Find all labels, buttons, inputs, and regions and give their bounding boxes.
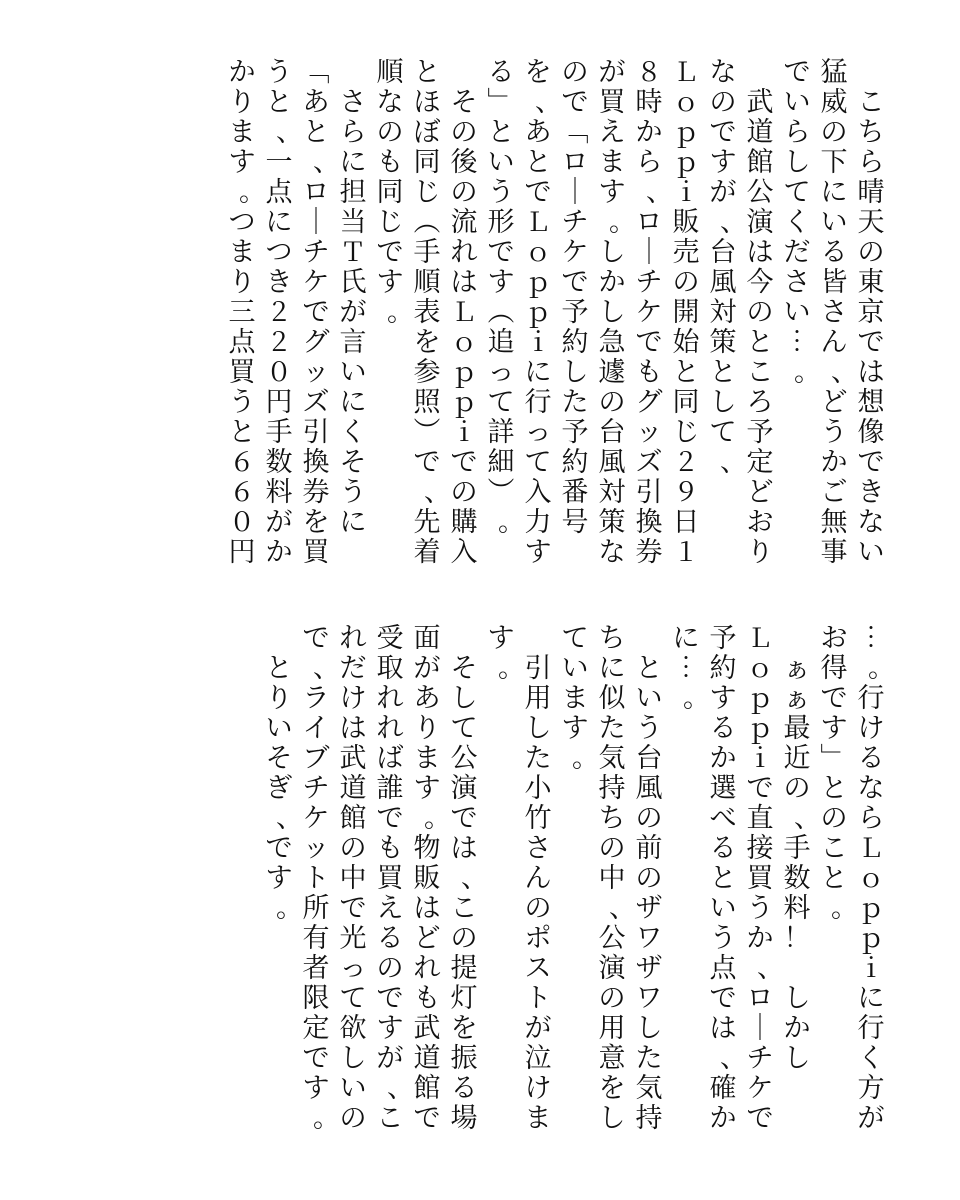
text-column: で 、 ラ イ ブ チ ケ ッ ト 所 有 者 限 定 で す 。 <box>302 623 340 1134</box>
text-column: れ だ け は 武 道 館 の 中 で 光 っ て 欲 し い の <box>339 623 367 1134</box>
text-column: が 買 え ま す 。 し か し 急 遽 の 台 風 対 策 な <box>598 57 636 568</box>
text-column: す 。 <box>487 623 525 684</box>
text-column: ﹁ あ と 、 ロ ｜ チ ケ で グ ッ ズ 引 換 券 を 買 <box>302 57 340 568</box>
text-column: ち に 似 た 気 持 ち の 中 、 公 演 の 用 意 を し <box>598 623 636 1134</box>
text-column: 猛 威 の 下 に い る 皆 さ ん 、 ど う か ご 無 事 <box>820 57 858 568</box>
text-column: さ ら に 担 当 Ｔ 氏 が 言 い に く そ う に <box>339 87 367 538</box>
text-column: ぁ ぁ 最 近 の 、 手 数 料 ！ し か し <box>783 653 821 1074</box>
text-column: 順 な の も 同 じ で す 。 <box>376 57 414 328</box>
text-block-bottom <box>72 623 895 1144</box>
text-column: Ｌ ｏ ｐ ｐ ｉ 販 売 の 開 始 と 同 じ ２ ９ 日 １ <box>672 58 700 568</box>
text-column: の で ﹁ ロ ｜ チ ケ で 予 約 し た 予 約 番 号 <box>561 57 589 538</box>
text-column: 予 約 す る か 選 べ る と い う 点 で は 、 確 か <box>709 623 747 1134</box>
text-column: 武 道 館 公 演 は 今 の と こ ろ 予 定 ど お り <box>746 87 774 568</box>
text-column: そ の 後 の 流 れ は Ｌ ｏ ｐ ｐ ｉ で の 購 入 <box>450 87 478 568</box>
text-column: で い ら し て く だ さ い ︙ 。 <box>783 57 821 388</box>
text-column: と り い そ ぎ 、 で す 。 <box>265 653 303 924</box>
text-column: ︙ 。 行 け る な ら Ｌ ｏ ｐ ｐ ｉ に 行 く 方 が <box>857 623 895 1134</box>
text-column: そ し て 公 演 で は 、 こ の 提 灯 を 振 る 場 <box>450 653 488 1134</box>
text-column: ８ 時 か ら 、 ロ ｜ チ ケ で も グ ッ ズ 引 換 券 <box>635 58 673 568</box>
text-column: こ ち ら 晴 天 の 東 京 で は 想 像 で き な い <box>857 87 885 568</box>
text-block-top <box>72 58 888 578</box>
text-column: と ほ ぼ 同 じ ︵ 手 順 表 を 参 照 ︶ で 、 先 着 <box>413 57 451 568</box>
text-column: 受 取 れ れ ば 誰 で も 買 え る の で す が 、 こ <box>376 623 414 1134</box>
text-column: と い う 台 風 の 前 の ザ ワ ザ ワ し た 気 持 <box>635 653 663 1134</box>
text-column: う と 、 一 点 に つ き ２ ２ ０ 円 手 数 料 が か <box>265 57 303 568</box>
text-column: か り ま す 。 つ ま り 三 点 買 う と ６ ６ ０ 円 <box>228 57 266 568</box>
text-column: を 、 あ と で Ｌ ｏ ｐ ｐ ｉ に 行 っ て 入 力 す <box>524 57 562 568</box>
text-column: 面 が あ り ま す 。 物 販 は ど れ も 武 道 館 で <box>413 623 451 1134</box>
text-column: 引 用 し た 小 竹 さ ん の ポ ス ト が 泣 け ま <box>524 653 552 1134</box>
text-column: お 得 で す ﹂ と の こ と 。 <box>820 623 858 924</box>
text-column: に ︙ 。 <box>672 623 710 714</box>
text-column: な の で す が 、 台 風 対 策 と し て 、 <box>709 57 747 478</box>
text-column: て い ま す 。 <box>561 623 599 774</box>
text-column: る ﹂ と い う 形 で す ︵ 追 っ て 詳 細 ︶ 。 <box>487 57 525 538</box>
text-column: Ｌ ｏ ｐ ｐ ｉ で 直 接 買 う か 、 ロ ｜ チ ケ で <box>746 624 784 1134</box>
